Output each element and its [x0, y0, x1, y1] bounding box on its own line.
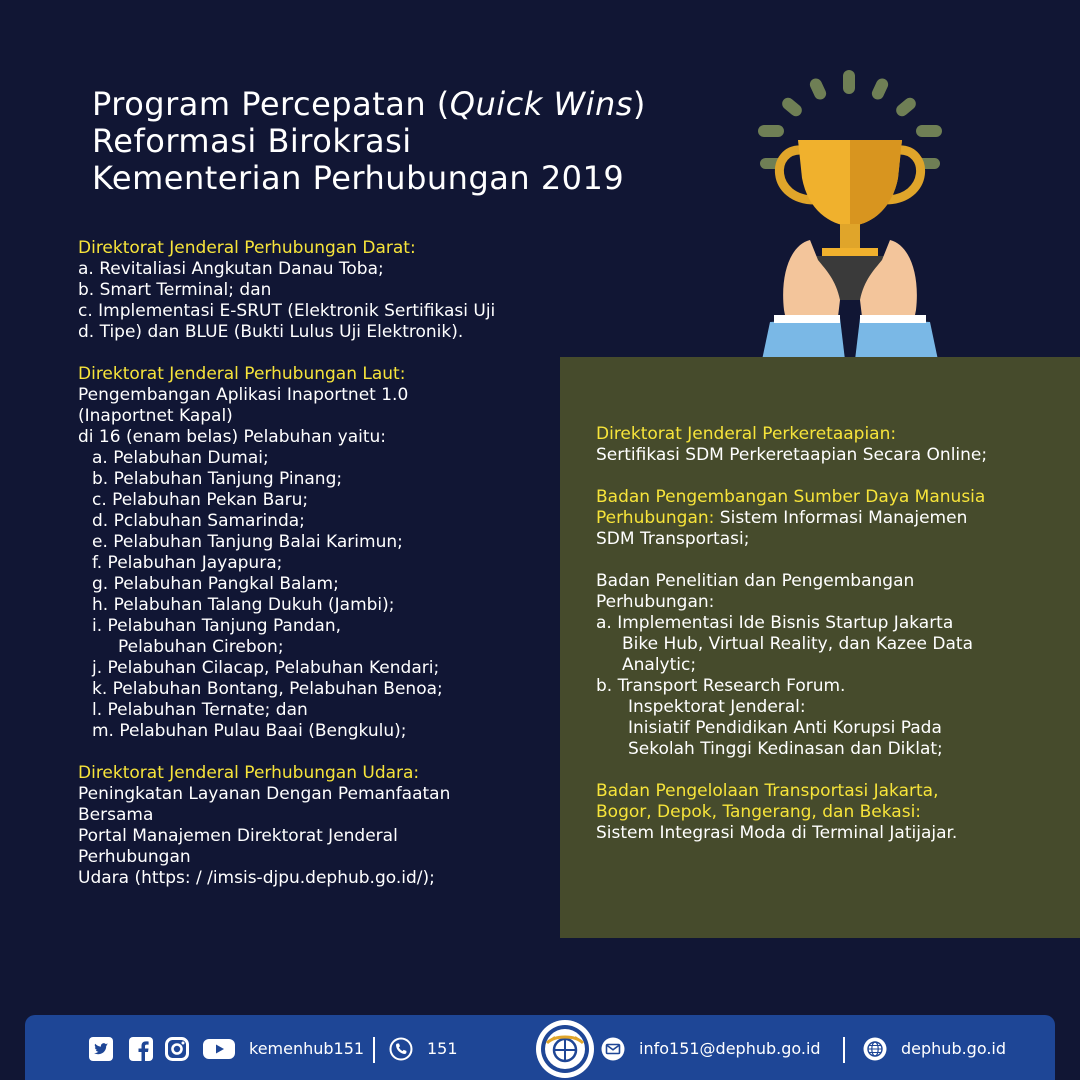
title-line-2: Reformasi Birokrasi: [92, 122, 412, 160]
list-item: b. Pelabuhan Tanjung Pinang;: [92, 469, 343, 489]
udara-line: Peningkatan Layanan Dengan Pemanfaatan: [78, 784, 451, 804]
footer-bar: [25, 1015, 1055, 1080]
phone-number[interactable]: 151: [427, 1039, 458, 1058]
balitbang-heading: Badan Penelitian dan Pengembangan: [596, 571, 915, 591]
email-link[interactable]: info151@dephub.go.id: [639, 1039, 821, 1058]
laut-intro: (Inaportnet Kapal): [78, 406, 233, 426]
kemenhub-logo-icon: [535, 1019, 595, 1079]
list-item: Analytic;: [622, 655, 697, 675]
list-item: a. Revitaliasi Angkutan Danau Toba;: [78, 259, 384, 279]
facebook-icon[interactable]: [129, 1037, 153, 1061]
globe-icon: [863, 1037, 887, 1061]
udara-line: Portal Manajemen Direktorat Jenderal: [78, 826, 398, 846]
list-item: i. Pelabuhan Tanjung Pandan,: [92, 616, 342, 636]
title-line-3: Kementerian Perhubungan 2019: [92, 159, 625, 197]
list-item: d. Tipe) dan BLUE (Bukti Lulus Uji Elektronik).: [78, 322, 464, 342]
udara-line: Perhubungan: [78, 847, 191, 867]
list-item: d. Pclabuhan Samarinda;: [92, 511, 305, 531]
list-item: a. Implementasi Ide Bisnis Startup Jakarta: [596, 613, 954, 633]
list-item: g. Pelabuhan Pangkal Balam;: [92, 574, 339, 594]
laut-intro: di 16 (enam belas) Pelabuhan yaitu:: [78, 427, 387, 447]
social-handle[interactable]: kemenhub151: [249, 1039, 365, 1058]
youtube-icon[interactable]: [203, 1037, 235, 1061]
divider: [373, 1037, 375, 1063]
twitter-icon[interactable]: [89, 1037, 113, 1061]
list-item: c. Pelabuhan Pekan Baru;: [92, 490, 309, 510]
heading-bpsdm: Badan Pengembangan Sumber Daya Manusia: [596, 487, 986, 507]
divider: [843, 1037, 845, 1063]
list-item: b. Smart Terminal; dan: [78, 280, 272, 300]
title-line-1: Program Percepatan (Quick Wins): [92, 85, 646, 123]
heading-perkeretaapian: Direktorat Jenderal Perkeretaapian:: [596, 424, 897, 444]
email-icon: [601, 1037, 625, 1061]
list-item: e. Pelabuhan Tanjung Balai Karimun;: [92, 532, 403, 552]
list-item: m. Pelabuhan Pulau Baai (Bengkulu);: [92, 721, 407, 741]
heading-bptj: Badan Pengelolaan Transportasi Jakarta,: [596, 781, 939, 801]
balitbang-heading: Perhubungan:: [596, 592, 715, 612]
list-item: Inisiatif Pendidikan Anti Korupsi Pada: [628, 718, 942, 738]
heading-darat: Direktorat Jenderal Perhubungan Darat:: [78, 238, 416, 258]
left-column: [78, 238, 558, 889]
list-item: Inspektorat Jenderal:: [628, 697, 806, 717]
right-column: [596, 424, 1066, 844]
list-item: j. Pelabuhan Cilacap, Pelabuhan Kendari;: [92, 658, 440, 678]
bptj-line: Sistem Integrasi Moda di Terminal Jatijajar.: [596, 823, 958, 843]
heading-laut: Direktorat Jenderal Perhubungan Laut:: [78, 364, 406, 384]
page-title: [92, 86, 732, 197]
list-item: Bike Hub, Virtual Reality, dan Kazee Data: [622, 634, 973, 654]
list-item: b. Transport Research Forum.: [596, 676, 846, 696]
heading-udara: Direktorat Jenderal Perhubungan Udara:: [78, 763, 420, 783]
bpsdm-line: Perhubungan: Sistem Informasi Manajemen: [596, 508, 968, 528]
list-item: c. Implementasi E-SRUT (Elektronik Sertifikasi Uji: [78, 301, 496, 321]
list-item: k. Pelabuhan Bontang, Pelabuhan Benoa;: [92, 679, 443, 699]
instagram-icon[interactable]: [165, 1037, 189, 1061]
list-item: a. Pelabuhan Dumai;: [92, 448, 269, 468]
ka-line: Sertifikasi SDM Perkeretaapian Secara Online;: [596, 445, 988, 465]
website-link[interactable]: dephub.go.id: [901, 1039, 1007, 1058]
list-item: f. Pelabuhan Jayapura;: [92, 553, 283, 573]
laut-intro: Pengembangan Aplikasi Inaportnet 1.0: [78, 385, 409, 405]
list-item: h. Pelabuhan Talang Dukuh (Jambi);: [92, 595, 395, 615]
trophy-icon: [740, 60, 960, 360]
phone-icon: [389, 1037, 413, 1061]
list-item: l. Pelabuhan Ternate; dan: [92, 700, 308, 720]
udara-line: Bersama: [78, 805, 154, 825]
heading-bptj: Bogor, Depok, Tangerang, dan Bekasi:: [596, 802, 922, 822]
list-item: Sekolah Tinggi Kedinasan dan Diklat;: [628, 739, 943, 759]
udara-line: Udara (https: / /imsis-djpu.dephub.go.id/);: [78, 868, 435, 888]
list-item: Pelabuhan Cirebon;: [118, 637, 284, 657]
bpsdm-line: SDM Transportasi;: [596, 529, 750, 549]
